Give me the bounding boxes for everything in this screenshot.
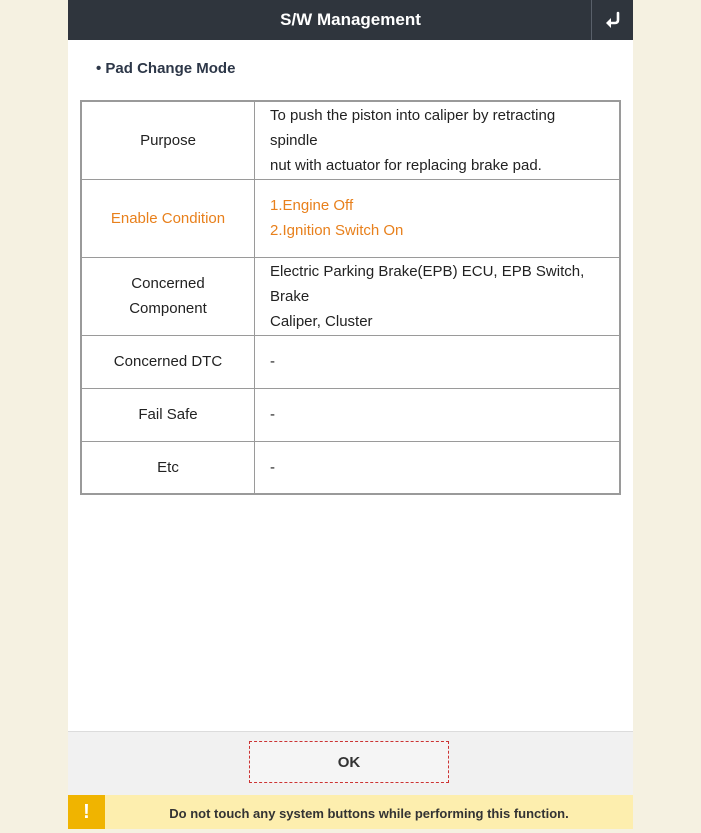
warning-bar xyxy=(68,795,633,829)
section-title: • Pad Change Mode xyxy=(96,60,236,77)
value-line: nut with actuator for replacing brake pad. xyxy=(270,156,542,174)
row-value-fail-safe: - xyxy=(255,388,621,441)
page-title: S/W Management xyxy=(280,10,421,29)
row-label-etc: Etc xyxy=(81,441,255,494)
value-line: 1.Engine Off xyxy=(270,197,354,214)
value-line: Electric Parking Brake(EPB) ECU, EPB Switch, Brake xyxy=(270,262,585,305)
table-row xyxy=(81,179,620,257)
row-value-enable-condition xyxy=(255,179,621,257)
table-row xyxy=(81,388,620,441)
footer-bar xyxy=(68,731,633,796)
row-label-enable-condition: Enable Condition xyxy=(81,179,255,257)
row-value-concerned-dtc: - xyxy=(255,335,621,388)
value-line: To push the piston into caliper by retracting spindle xyxy=(270,106,556,149)
row-label-purpose: Purpose xyxy=(81,101,255,179)
row-value-concerned-component xyxy=(255,257,621,335)
table-row xyxy=(81,101,620,179)
value-line: 2.Ignition Switch On xyxy=(270,222,404,239)
back-button[interactable] xyxy=(591,0,633,40)
ok-button[interactable]: OK xyxy=(249,741,449,783)
header-bar xyxy=(68,0,633,40)
table-row xyxy=(81,335,620,388)
row-value-purpose xyxy=(255,101,621,179)
info-table xyxy=(80,100,621,495)
warning-message: Do not touch any system buttons while performing this function. xyxy=(169,806,569,821)
table-row xyxy=(81,441,620,494)
row-label-concerned-component xyxy=(81,257,255,335)
main-panel xyxy=(68,0,633,829)
label-line: Component xyxy=(129,300,207,317)
table-row xyxy=(81,257,620,335)
row-value-etc: - xyxy=(255,441,621,494)
return-arrow-icon xyxy=(603,11,623,29)
row-label-fail-safe: Fail Safe xyxy=(81,388,255,441)
label-line: Concerned xyxy=(131,275,205,292)
value-line: Caliper, Cluster xyxy=(270,312,373,330)
exclamation-icon: ! xyxy=(68,795,105,829)
row-label-concerned-dtc: Concerned DTC xyxy=(81,335,255,388)
